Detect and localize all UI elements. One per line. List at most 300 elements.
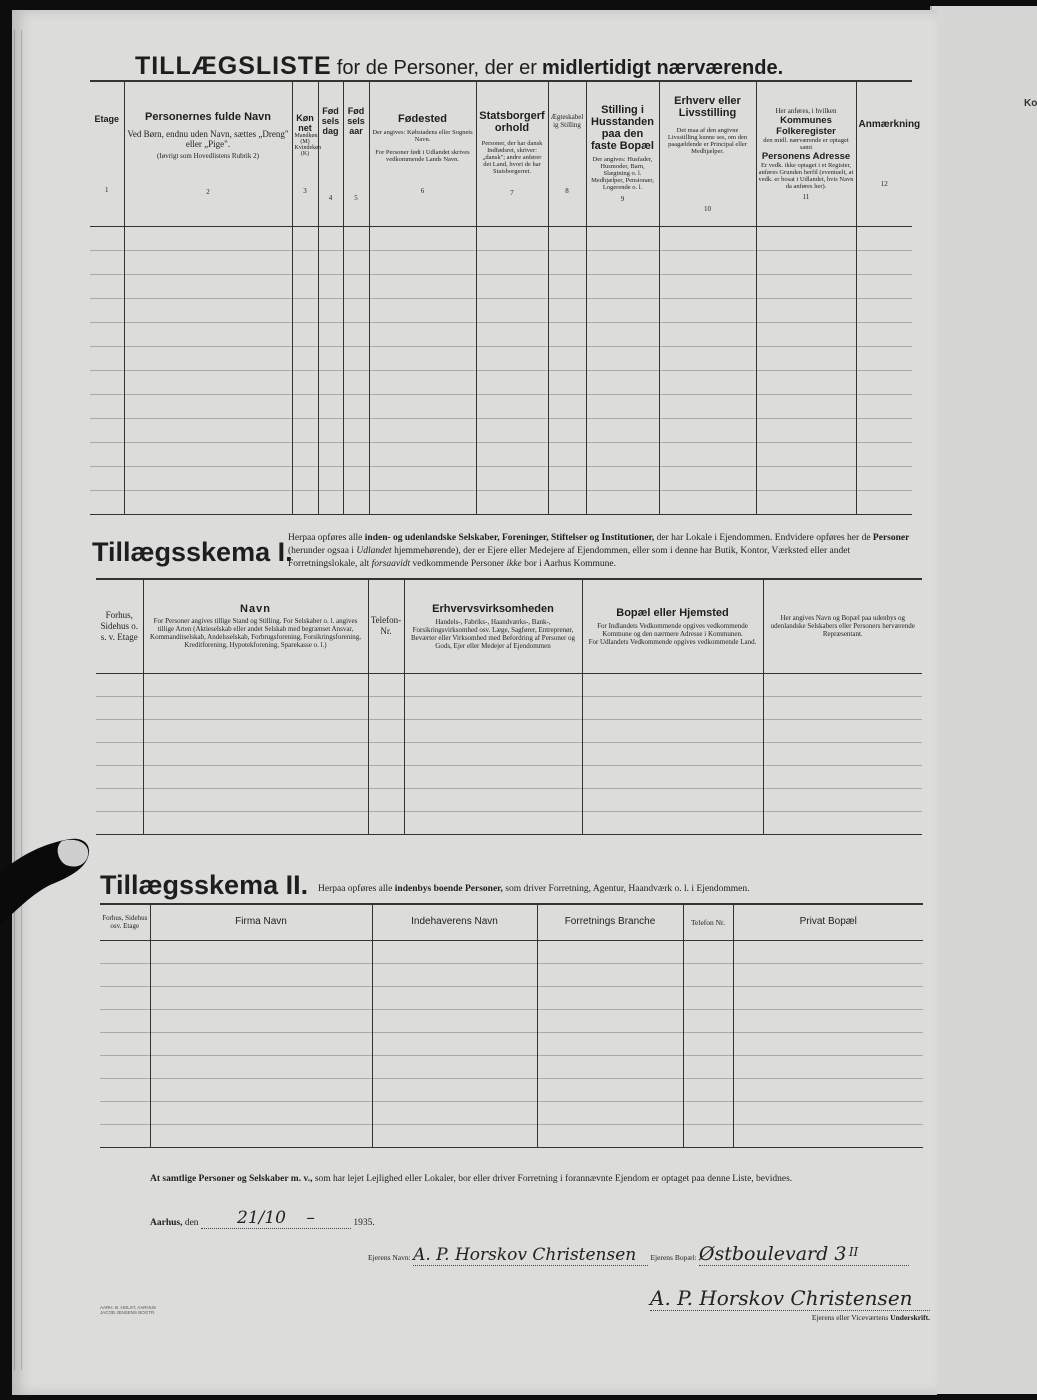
table-cell[interactable] — [476, 274, 548, 298]
table-cell[interactable] — [372, 1032, 537, 1055]
table-cell[interactable] — [763, 673, 922, 696]
table-row — [96, 719, 922, 742]
table-cell[interactable] — [369, 370, 476, 394]
table-cell[interactable] — [96, 765, 143, 788]
table-row — [90, 250, 912, 274]
table-cell[interactable] — [856, 394, 912, 418]
table-cell[interactable] — [683, 1101, 733, 1124]
table-cell[interactable] — [124, 322, 292, 346]
table-cell[interactable] — [372, 940, 537, 963]
table-cell[interactable] — [683, 1124, 733, 1147]
table-cell[interactable] — [150, 1101, 372, 1124]
table-cell[interactable] — [343, 346, 369, 370]
table-cell[interactable] — [90, 250, 124, 274]
table-cell[interactable] — [369, 250, 476, 274]
s1-col-navn: Navn For Personer angives tillige Stand og Stilling. For Selskaber o. l. angives tillige Arten (Aktieselskab eller andet Selskab med begrænset Ansvar, Kommanditselskab, Andelsselskab, Forbrugsforening, Forsikringsforening, Kreditforening, Hypotekforening, Sparekasse o. l.) — [143, 579, 368, 673]
table-row — [90, 466, 912, 490]
s1-col-telefon: Telefon-Nr. — [368, 579, 404, 673]
table-cell[interactable] — [586, 418, 659, 442]
table-cell[interactable] — [476, 418, 548, 442]
col-anmaerkning: Anmærkning 12 — [856, 81, 912, 226]
table-cell[interactable] — [143, 696, 368, 719]
table-cell[interactable] — [856, 466, 912, 490]
table-cell[interactable] — [372, 1101, 537, 1124]
col-aegteskab: Ægteskabelig Stilling 8 — [548, 81, 586, 226]
table-cell[interactable] — [369, 298, 476, 322]
table-cell[interactable] — [756, 442, 856, 466]
table-cell[interactable] — [683, 963, 733, 986]
s1-col-bopael: Bopæl eller Hjemsted For Indlandets Vedkommende opgives vedkommende Kommune og den nærmere Adresse i Kommunen. For Udlandets Vedkommende opgives vedkommende Land. — [582, 579, 763, 673]
table-cell[interactable] — [292, 394, 318, 418]
table-cell[interactable] — [756, 394, 856, 418]
table-cell[interactable] — [756, 346, 856, 370]
table-cell[interactable] — [537, 986, 683, 1009]
table-row — [100, 1009, 923, 1032]
table-row — [90, 322, 912, 346]
table-cell[interactable] — [476, 346, 548, 370]
table-cell[interactable] — [292, 418, 318, 442]
table-cell[interactable] — [548, 346, 586, 370]
table-cell[interactable] — [369, 490, 476, 514]
col-fodselsaar: Fødselsaar 5 — [343, 81, 369, 226]
table-row — [100, 1055, 923, 1078]
table-row — [100, 986, 923, 1009]
page-edge — [14, 30, 33, 1370]
table-cell[interactable] — [90, 274, 124, 298]
table-cell[interactable] — [343, 394, 369, 418]
table-cell[interactable] — [343, 226, 369, 250]
tillaegsliste-rows — [90, 226, 912, 514]
table-cell[interactable] — [856, 274, 912, 298]
table-cell[interactable] — [856, 442, 912, 466]
table-cell[interactable] — [100, 1032, 150, 1055]
table-cell[interactable] — [537, 1055, 683, 1078]
table-cell[interactable] — [372, 1009, 537, 1032]
table-row — [100, 1078, 923, 1101]
table-cell[interactable] — [318, 226, 343, 250]
table-cell[interactable] — [143, 811, 368, 834]
table-cell[interactable] — [404, 742, 582, 765]
table-cell[interactable] — [318, 418, 343, 442]
table-cell[interactable] — [150, 1124, 372, 1147]
table-cell[interactable] — [100, 1055, 150, 1078]
table-cell[interactable] — [150, 1032, 372, 1055]
table-cell[interactable] — [582, 811, 763, 834]
table-cell[interactable] — [369, 346, 476, 370]
table-cell[interactable] — [856, 226, 912, 250]
table-cell[interactable] — [372, 1055, 537, 1078]
table-cell[interactable] — [756, 322, 856, 346]
table-cell[interactable] — [683, 1009, 733, 1032]
table-cell[interactable] — [143, 673, 368, 696]
table-cell[interactable] — [733, 1055, 923, 1078]
table-cell[interactable] — [150, 986, 372, 1009]
table-cell[interactable] — [733, 986, 923, 1009]
col-kon: Kønnet Mandkøn (M) Kvindekøn (K) 3 — [292, 81, 318, 226]
table-cell[interactable] — [292, 346, 318, 370]
table-cell[interactable] — [733, 940, 923, 963]
table-cell[interactable] — [318, 394, 343, 418]
table-cell[interactable] — [90, 490, 124, 514]
col-folkeregister: Her anføres, i hvilken Kommunes Folkeregister den midl. nærværende er optaget samt Personens Adresse Er vedk. ikke optaget i et Register, anføres Grunden herfil (eventuelt, at vedk. er bosat i Udlandet, hvis Navn da anføres her). 11 — [756, 81, 856, 226]
table-cell[interactable] — [96, 696, 143, 719]
table-cell[interactable] — [683, 940, 733, 963]
table-cell[interactable] — [733, 1078, 923, 1101]
col-stilling: Stilling i Husstanden paa den faste Bopæl Der angives: Husfader, Husmoder, Barn, Slægtning o. l. Medhjælper, Pensionær, Logerende o. l. 9 — [586, 81, 659, 226]
table-cell[interactable] — [733, 1124, 923, 1147]
table-cell[interactable] — [476, 226, 548, 250]
s1-col-repraesentant: Her angives Navn og Bopæl paa udenbys og udenlandske Selskabers eller Personers herværende Repræsentant. — [763, 579, 922, 673]
table-cell[interactable] — [90, 226, 124, 250]
table-cell[interactable] — [756, 370, 856, 394]
table-cell[interactable] — [476, 442, 548, 466]
table-cell[interactable] — [90, 442, 124, 466]
table-cell[interactable] — [368, 742, 404, 765]
table-cell[interactable] — [404, 673, 582, 696]
table-cell[interactable] — [763, 719, 922, 742]
table-cell[interactable] — [368, 811, 404, 834]
table-cell[interactable] — [856, 322, 912, 346]
skema2-table — [100, 903, 923, 1148]
table-cell[interactable] — [90, 322, 124, 346]
table-cell[interactable] — [548, 490, 586, 514]
table-cell[interactable] — [586, 346, 659, 370]
table-cell[interactable] — [143, 719, 368, 742]
table-cell[interactable] — [124, 466, 292, 490]
table-cell[interactable] — [733, 1101, 923, 1124]
table-cell[interactable] — [659, 490, 756, 514]
s1-col-erhverv: Erhvervsvirksomheden Handels-, Fabriks-, Haandværks-, Bank-, Forsikringsvirksomhed osv. Læge, Sagfører, Entreprenør, Beværter eller Virksomhed med Befordring af Personer og Gods, Ejer eller Medejer af Ejendommen — [404, 579, 582, 673]
table-cell[interactable] — [582, 673, 763, 696]
table-cell[interactable] — [548, 466, 586, 490]
table-cell[interactable] — [343, 442, 369, 466]
table-cell[interactable] — [548, 322, 586, 346]
table-cell[interactable] — [343, 370, 369, 394]
table-cell[interactable] — [318, 298, 343, 322]
table-row — [96, 673, 922, 696]
table-cell[interactable] — [96, 811, 143, 834]
table-cell[interactable] — [318, 466, 343, 490]
table-row — [90, 418, 912, 442]
table-cell[interactable] — [763, 696, 922, 719]
table-cell[interactable] — [292, 298, 318, 322]
table-row — [96, 811, 922, 834]
table-cell[interactable] — [537, 940, 683, 963]
tillaegsliste-table — [90, 80, 921, 515]
table-cell[interactable] — [369, 442, 476, 466]
table-cell[interactable] — [756, 274, 856, 298]
table-cell[interactable] — [659, 226, 756, 250]
table-cell[interactable] — [586, 442, 659, 466]
table-cell[interactable] — [476, 322, 548, 346]
table-cell[interactable] — [372, 1078, 537, 1101]
table-cell[interactable] — [537, 1124, 683, 1147]
table-cell[interactable] — [343, 466, 369, 490]
table-cell[interactable] — [90, 346, 124, 370]
table-cell[interactable] — [318, 490, 343, 514]
table-cell[interactable] — [124, 274, 292, 298]
table-cell[interactable] — [476, 490, 548, 514]
table-cell[interactable] — [659, 250, 756, 274]
table-cell[interactable] — [756, 226, 856, 250]
table-cell[interactable] — [368, 696, 404, 719]
table-cell[interactable] — [124, 442, 292, 466]
table-cell[interactable] — [548, 250, 586, 274]
table-cell[interactable] — [856, 490, 912, 514]
table-cell[interactable] — [292, 442, 318, 466]
table-cell[interactable] — [756, 250, 856, 274]
skema2-title: Tillægsskema II. — [100, 870, 309, 900]
table-cell[interactable] — [372, 1124, 537, 1147]
col-statsborger: Statsborgerforhold Personer, der har dansk Indfødsret, skriver: „dansk"; andre anfører det Land, hvori de har Statsborgerret. 7 — [476, 81, 548, 226]
signature-line: A. P. Horskov Christensen Ejerens eller Viceværtens Underskrift. — [650, 1286, 930, 1322]
table-cell[interactable] — [659, 466, 756, 490]
table-cell[interactable] — [856, 370, 912, 394]
table-cell[interactable] — [659, 274, 756, 298]
table-cell[interactable] — [292, 466, 318, 490]
table-cell[interactable] — [586, 298, 659, 322]
table-cell[interactable] — [368, 788, 404, 811]
title-middle: for de Personer, der er — [336, 57, 537, 79]
table-cell[interactable] — [756, 466, 856, 490]
table-cell[interactable] — [96, 788, 143, 811]
table-cell[interactable] — [369, 274, 476, 298]
table-row — [96, 742, 922, 765]
table-cell[interactable] — [124, 370, 292, 394]
table-cell[interactable] — [90, 394, 124, 418]
table-cell[interactable] — [586, 274, 659, 298]
table-cell[interactable] — [343, 250, 369, 274]
table-cell[interactable] — [586, 226, 659, 250]
table-cell[interactable] — [372, 986, 537, 1009]
table-cell[interactable] — [586, 490, 659, 514]
owner-name-handwritten: A. P. Horskov Christensen — [413, 1245, 648, 1266]
table-cell[interactable] — [733, 963, 923, 986]
table-cell[interactable] — [96, 742, 143, 765]
table-cell[interactable] — [143, 765, 368, 788]
table-cell[interactable] — [756, 298, 856, 322]
table-cell[interactable] — [548, 418, 586, 442]
table-cell[interactable] — [683, 1055, 733, 1078]
table-cell[interactable] — [369, 322, 476, 346]
col-navn: Personernes fulde Navn Ved Børn, endnu uden Navn, sættes „Dreng" eller „Pige". (Iøvrigt som Hovedlistens Rubrik 2) 2 — [124, 81, 292, 226]
table-cell[interactable] — [318, 250, 343, 274]
table-cell[interactable] — [476, 370, 548, 394]
attestation-text: At samtlige Personer og Selskaber m. v., som har lejet Lejlighed eller Lokaler, bor eller driver Forretning i forannævnte Ejendom er optaget paa denne Liste, bevidnes. — [150, 1174, 793, 1184]
table-cell[interactable] — [318, 346, 343, 370]
table-cell[interactable] — [404, 788, 582, 811]
skema2-note: Herpaa opføres alle indenbys boende Personer, som driver Forretning, Agentur, Haandværk o. l. i Ejendommen. — [318, 884, 750, 894]
table-cell[interactable] — [582, 719, 763, 742]
table-cell[interactable] — [369, 418, 476, 442]
table-row — [100, 940, 923, 963]
table-cell[interactable] — [659, 298, 756, 322]
table-row — [90, 226, 912, 250]
table-cell[interactable] — [683, 1078, 733, 1101]
table-cell[interactable] — [659, 322, 756, 346]
table-cell[interactable] — [124, 418, 292, 442]
table-cell[interactable] — [763, 742, 922, 765]
table-cell[interactable] — [369, 226, 476, 250]
table-cell[interactable] — [659, 442, 756, 466]
title-main: TILLÆGSLISTE — [135, 52, 332, 80]
table-cell[interactable] — [100, 986, 150, 1009]
table-cell[interactable] — [124, 346, 292, 370]
table-cell[interactable] — [372, 963, 537, 986]
table-cell[interactable] — [659, 346, 756, 370]
table-cell[interactable] — [683, 1032, 733, 1055]
table-cell[interactable] — [318, 370, 343, 394]
table-cell[interactable] — [343, 298, 369, 322]
table-cell[interactable] — [582, 742, 763, 765]
table-cell[interactable] — [476, 250, 548, 274]
table-cell[interactable] — [100, 1101, 150, 1124]
table-cell[interactable] — [537, 1078, 683, 1101]
table-cell[interactable] — [586, 322, 659, 346]
table-cell[interactable] — [537, 963, 683, 986]
table-cell[interactable] — [476, 394, 548, 418]
skema1-title: Tillægsskema I. — [92, 537, 293, 567]
col-etage: Etage 1 — [90, 81, 124, 226]
table-cell[interactable] — [369, 394, 476, 418]
table-cell[interactable] — [368, 673, 404, 696]
table-row — [90, 274, 912, 298]
table-cell[interactable] — [586, 370, 659, 394]
table-cell[interactable] — [124, 226, 292, 250]
table-cell[interactable] — [856, 418, 912, 442]
table-row — [100, 963, 923, 986]
table-cell[interactable] — [90, 418, 124, 442]
table-cell[interactable] — [369, 466, 476, 490]
col-fodested: Fødested Der angives: Købstadens eller Sognets Navn. For Personer født i Udlandet skrives vedkommende Lands Navn. 6 — [369, 81, 476, 226]
table-cell[interactable] — [124, 250, 292, 274]
table-cell[interactable] — [292, 322, 318, 346]
table-cell[interactable] — [404, 811, 582, 834]
table-cell[interactable] — [537, 1032, 683, 1055]
table-cell[interactable] — [292, 274, 318, 298]
table-cell[interactable] — [548, 394, 586, 418]
table-cell[interactable] — [100, 1124, 150, 1147]
table-cell[interactable] — [124, 394, 292, 418]
table-cell[interactable] — [343, 418, 369, 442]
table-row — [90, 442, 912, 466]
table-cell[interactable] — [318, 442, 343, 466]
table-cell[interactable] — [763, 811, 922, 834]
table-cell[interactable] — [90, 370, 124, 394]
table-cell[interactable] — [292, 490, 318, 514]
table-cell[interactable] — [100, 1009, 150, 1032]
table-cell[interactable] — [343, 490, 369, 514]
col-fodselsdag: Fødselsdag 4 — [318, 81, 343, 226]
table-cell[interactable] — [548, 442, 586, 466]
s2-col-etage: Forhus, Sidehus osv. Etage — [100, 904, 150, 940]
table-cell[interactable] — [124, 490, 292, 514]
table-cell[interactable] — [856, 250, 912, 274]
table-cell[interactable] — [733, 1032, 923, 1055]
table-cell[interactable] — [368, 765, 404, 788]
table-cell[interactable] — [548, 226, 586, 250]
table-cell[interactable] — [548, 298, 586, 322]
table-cell[interactable] — [586, 466, 659, 490]
table-cell[interactable] — [756, 418, 856, 442]
date-line: Aarhus, den 21/10 – 1935. — [150, 1208, 375, 1228]
table-row — [90, 490, 912, 514]
table-row — [96, 765, 922, 788]
table-cell[interactable] — [124, 298, 292, 322]
table-cell[interactable] — [683, 986, 733, 1009]
table-cell[interactable] — [343, 274, 369, 298]
table-cell[interactable] — [476, 466, 548, 490]
skema1-rows — [96, 673, 922, 834]
table-cell[interactable] — [368, 719, 404, 742]
table-cell[interactable] — [856, 298, 912, 322]
table-cell[interactable] — [150, 1009, 372, 1032]
table-cell[interactable] — [90, 298, 124, 322]
table-row — [100, 1101, 923, 1124]
table-cell[interactable] — [100, 963, 150, 986]
table-cell[interactable] — [548, 370, 586, 394]
table-cell[interactable] — [582, 696, 763, 719]
table-cell[interactable] — [150, 1055, 372, 1078]
table-cell[interactable] — [476, 298, 548, 322]
table-cell[interactable] — [292, 226, 318, 250]
printer-imprint: AARH. B. HOLST, AARHUS JACOB JENSENS BOGTR. — [100, 1305, 157, 1316]
table-cell[interactable] — [404, 765, 582, 788]
table-cell[interactable] — [756, 490, 856, 514]
table-cell[interactable] — [659, 418, 756, 442]
table-cell[interactable] — [90, 466, 124, 490]
table-cell[interactable] — [143, 742, 368, 765]
table-cell[interactable] — [582, 765, 763, 788]
table-cell[interactable] — [586, 250, 659, 274]
table-cell[interactable] — [404, 719, 582, 742]
table-row — [90, 298, 912, 322]
table-cell[interactable] — [100, 1078, 150, 1101]
table-cell[interactable] — [733, 1009, 923, 1032]
table-row — [90, 346, 912, 370]
table-cell[interactable] — [856, 346, 912, 370]
table-cell[interactable] — [582, 788, 763, 811]
table-cell[interactable] — [292, 250, 318, 274]
table-cell[interactable] — [100, 940, 150, 963]
s2-col-firma: Firma Navn — [150, 904, 372, 940]
table-cell[interactable] — [318, 274, 343, 298]
adjacent-page-text: Ko — [1024, 98, 1037, 109]
table-row — [100, 1124, 923, 1147]
table-cell[interactable] — [763, 765, 922, 788]
table-cell[interactable] — [292, 370, 318, 394]
table-cell[interactable] — [537, 1009, 683, 1032]
table-cell[interactable] — [659, 370, 756, 394]
table-cell[interactable] — [343, 322, 369, 346]
title-end: midlertidigt nærværende. — [542, 57, 784, 79]
table-cell[interactable] — [96, 673, 143, 696]
table-cell[interactable] — [150, 1078, 372, 1101]
skema1-table — [96, 578, 922, 835]
table-cell[interactable] — [537, 1101, 683, 1124]
table-cell[interactable] — [318, 322, 343, 346]
table-cell[interactable] — [659, 394, 756, 418]
table-cell[interactable] — [150, 940, 372, 963]
table-cell[interactable] — [586, 394, 659, 418]
table-cell[interactable] — [150, 963, 372, 986]
table-cell[interactable] — [96, 719, 143, 742]
table-cell[interactable] — [548, 274, 586, 298]
table-cell[interactable] — [143, 788, 368, 811]
table-cell[interactable] — [404, 696, 582, 719]
table-cell[interactable] — [763, 788, 922, 811]
owner-line: Ejerens Navn: A. P. Horskov Christensen Ejerens Bopæl: Østboulevard 3 $^{II}$ — [368, 1243, 909, 1266]
